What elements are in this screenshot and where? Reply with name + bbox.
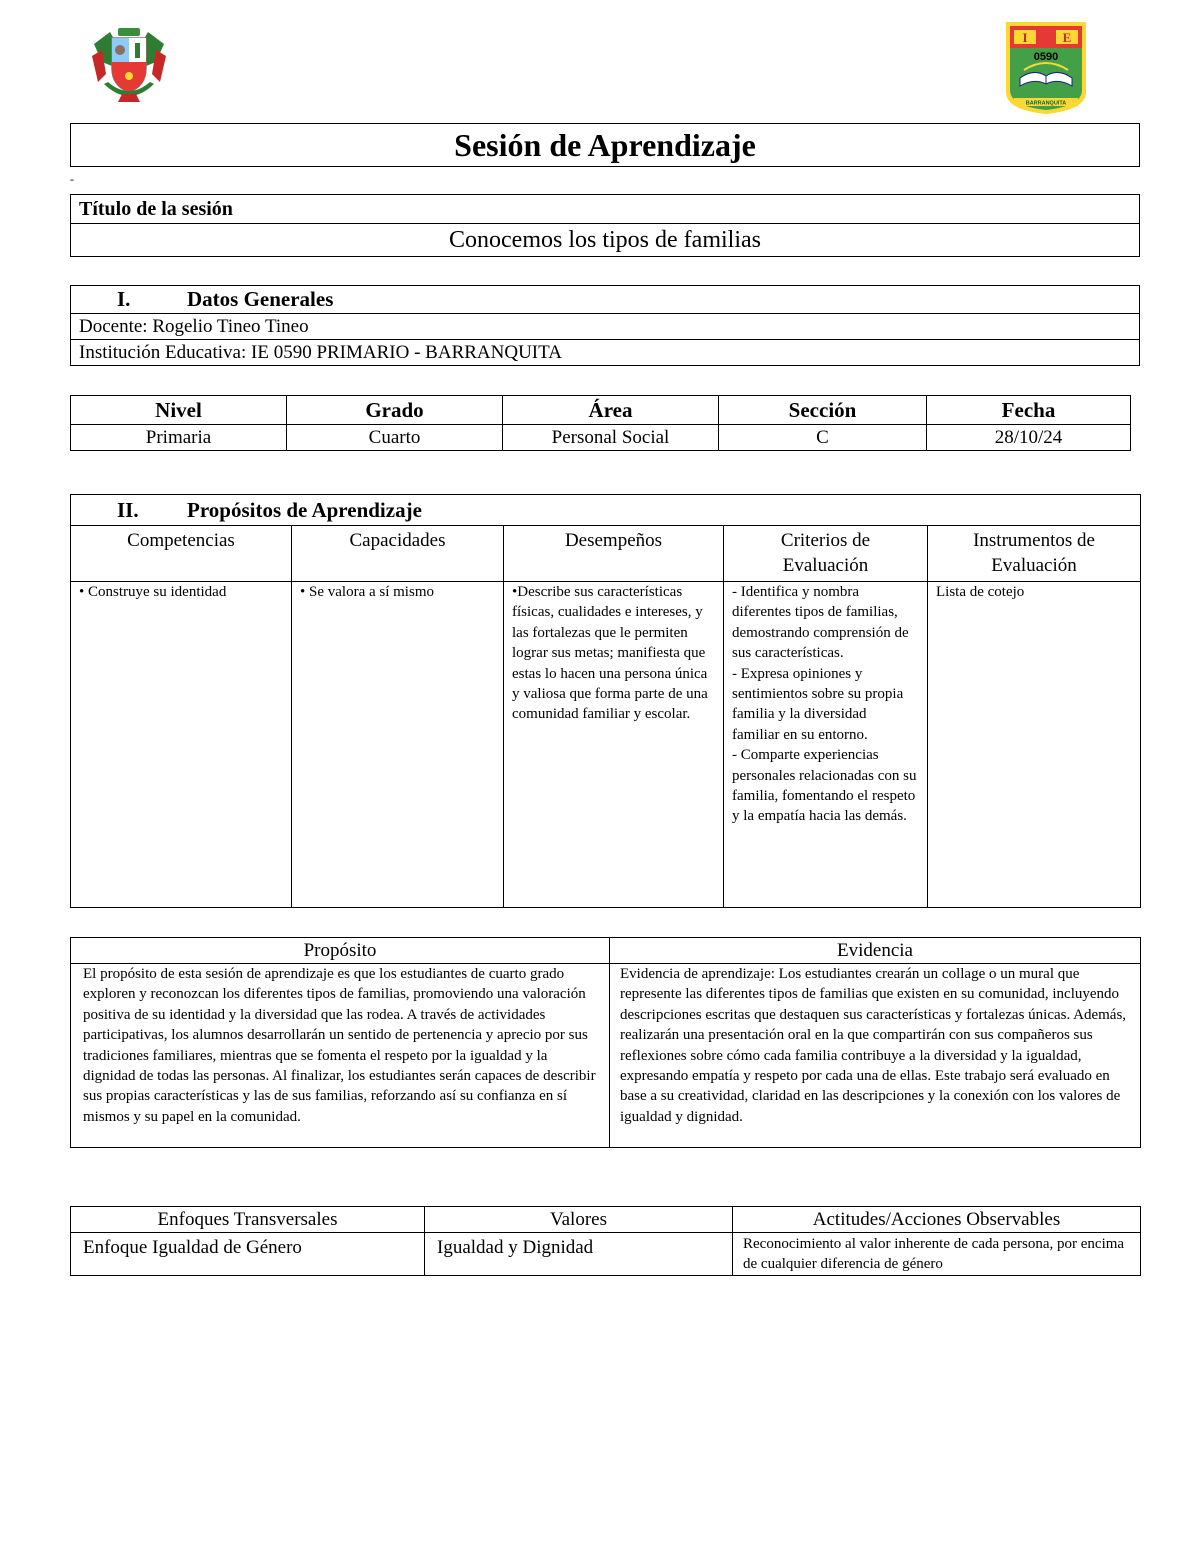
shield-banner: BARRANQUITA [1025,100,1067,107]
approaches-value-row [71,1233,1141,1276]
header-grado: Grado [287,396,503,425]
peru-coat-of-arms-icon [88,26,170,106]
col-instrumentos: Instrumentos de Evaluación [928,526,1141,582]
header-area: Área [503,396,719,425]
stray-dash: - [70,172,74,186]
approaches-header-enfoques: Enfoques Transversales [71,1207,425,1233]
general-heading-text: Datos Generales [187,287,334,311]
shield-number: 0590 [1033,51,1059,63]
value-value: Igualdad y Dignidad [425,1233,733,1276]
class-info-value-row [71,425,1131,451]
teacher-field: Docente: Rogelio Tineo Tineo [71,314,1140,340]
value-grado: Cuarto [287,425,503,451]
evidence-text: Evidencia de aprendizaje: Los estudiantes crearán un collage o un mural que represente las diferentes tipos de familias que existen en su comunidad, incluyendo descripciones escritas que destaquen sus características y fortalezas únicas. Además, realizarán una presentación oral en la que compartirán con sus compañeros sus reflexiones sobre cómo cada familia contribuye a la diversidad y la igualdad, expresando empatía y respeto por cada una de ellas. Este trabajo será evaluado en base a su creatividad, claridad en las descripciones y la conexión con los valores de igualdad y dignidad. [610,964,1141,1148]
class-info-table [70,395,1131,451]
shield-letter-i: I [1022,30,1028,45]
col-competencias: Competencias [71,526,292,582]
value-seccion: C [719,425,927,451]
general-numeral: I. [117,287,131,311]
general-data-table [70,285,1140,366]
criterio-item: - Identifica y nombra diferentes tipos de familias, demostrando comprensión de sus características. [732,584,909,662]
class-info-header-row [71,396,1131,425]
col-criterios: Criterios de Evaluación [724,526,928,582]
shield-letter-e: E [1062,30,1072,45]
purposes-content-row [71,582,1141,908]
general-heading [71,286,1140,314]
page-title: Sesión de Aprendizaje [454,127,756,163]
learning-purposes-table [70,494,1141,908]
purpose-evidence-content-row [71,964,1141,1148]
session-table [70,194,1140,257]
capacidad-cell: • Se valora a sí mismo [292,582,504,908]
approaches-header-valores: Valores [425,1207,733,1233]
criterio-item: - Comparte experiencias personales relacionadas con su familia, fomentando el respeto y la empatía hacia las demás. [732,747,917,825]
approaches-header-row [71,1207,1141,1233]
desempeno-cell: •Describe sus características físicas, cualidades e intereses, y las fortalezas que le permiten lograr sus metas; manifiesta que estas lo hacen una persona única y valiosa que forma parte de una comunidad familiar y escolar. [504,582,724,908]
purposes-header-row [71,526,1141,582]
session-title-value: Conocemos los tipos de familias [71,224,1140,257]
approaches-header-actitudes: Actitudes/Acciones Observables [733,1207,1141,1233]
attitude-value: Reconocimiento al valor inherente de cada persona, por encima de cualquier diferencia de género [733,1233,1141,1276]
value-fecha: 28/10/24 [927,425,1131,451]
purposes-heading-text: Propósitos de Aprendizaje [187,498,422,522]
evidence-header: Evidencia [610,938,1141,964]
competencia-cell: • Construye su identidad [71,582,292,908]
header-nivel: Nivel [71,396,287,425]
purpose-evidence-header-row [71,938,1141,964]
purpose-text: El propósito de esta sesión de aprendizaje es que los estudiantes de cuarto grado exploren y reconozcan los diferentes tipos de familias, promoviendo una valoración positiva de su identidad y la diversidad que las rodea. A través de actividades participativas, los alumnos desarrollarán un sentido de pertenencia y aprecio por sus tradiciones familiares, mientras que se fomenta el respeto por la igualdad y la dignidad de todas las personas. Al finalizar, los estudiantes serán capaces de describir sus propias características y las de sus familias, reforzando así su confianza en sí mismos y su papel en la comunidad. [71,964,610,1148]
school-shield-icon [1004,20,1088,115]
title-box [70,123,1140,167]
col-desempenos: Desempeños [504,526,724,582]
col-capacidades: Capacidades [292,526,504,582]
purpose-header: Propósito [71,938,610,964]
approaches-table [70,1206,1141,1276]
header-fecha: Fecha [927,396,1131,425]
session-title-label: Título de la sesión [71,195,1140,224]
purposes-heading [71,495,1141,526]
institution-field: Institución Educativa: IE 0590 PRIMARIO - BARRANQUITA [71,340,1140,366]
approach-value: Enfoque Igualdad de Género [71,1233,425,1276]
criterio-item: - Expresa opiniones y sentimientos sobre su propia familia y la diversidad familiar en su entorno. [732,665,904,743]
purposes-numeral: II. [117,498,139,522]
header-seccion: Sección [719,396,927,425]
purpose-evidence-table [70,937,1141,1148]
value-area: Personal Social [503,425,719,451]
value-nivel: Primaria [71,425,287,451]
criterios-cell [724,582,928,908]
instrumento-cell: Lista de cotejo [928,582,1141,908]
